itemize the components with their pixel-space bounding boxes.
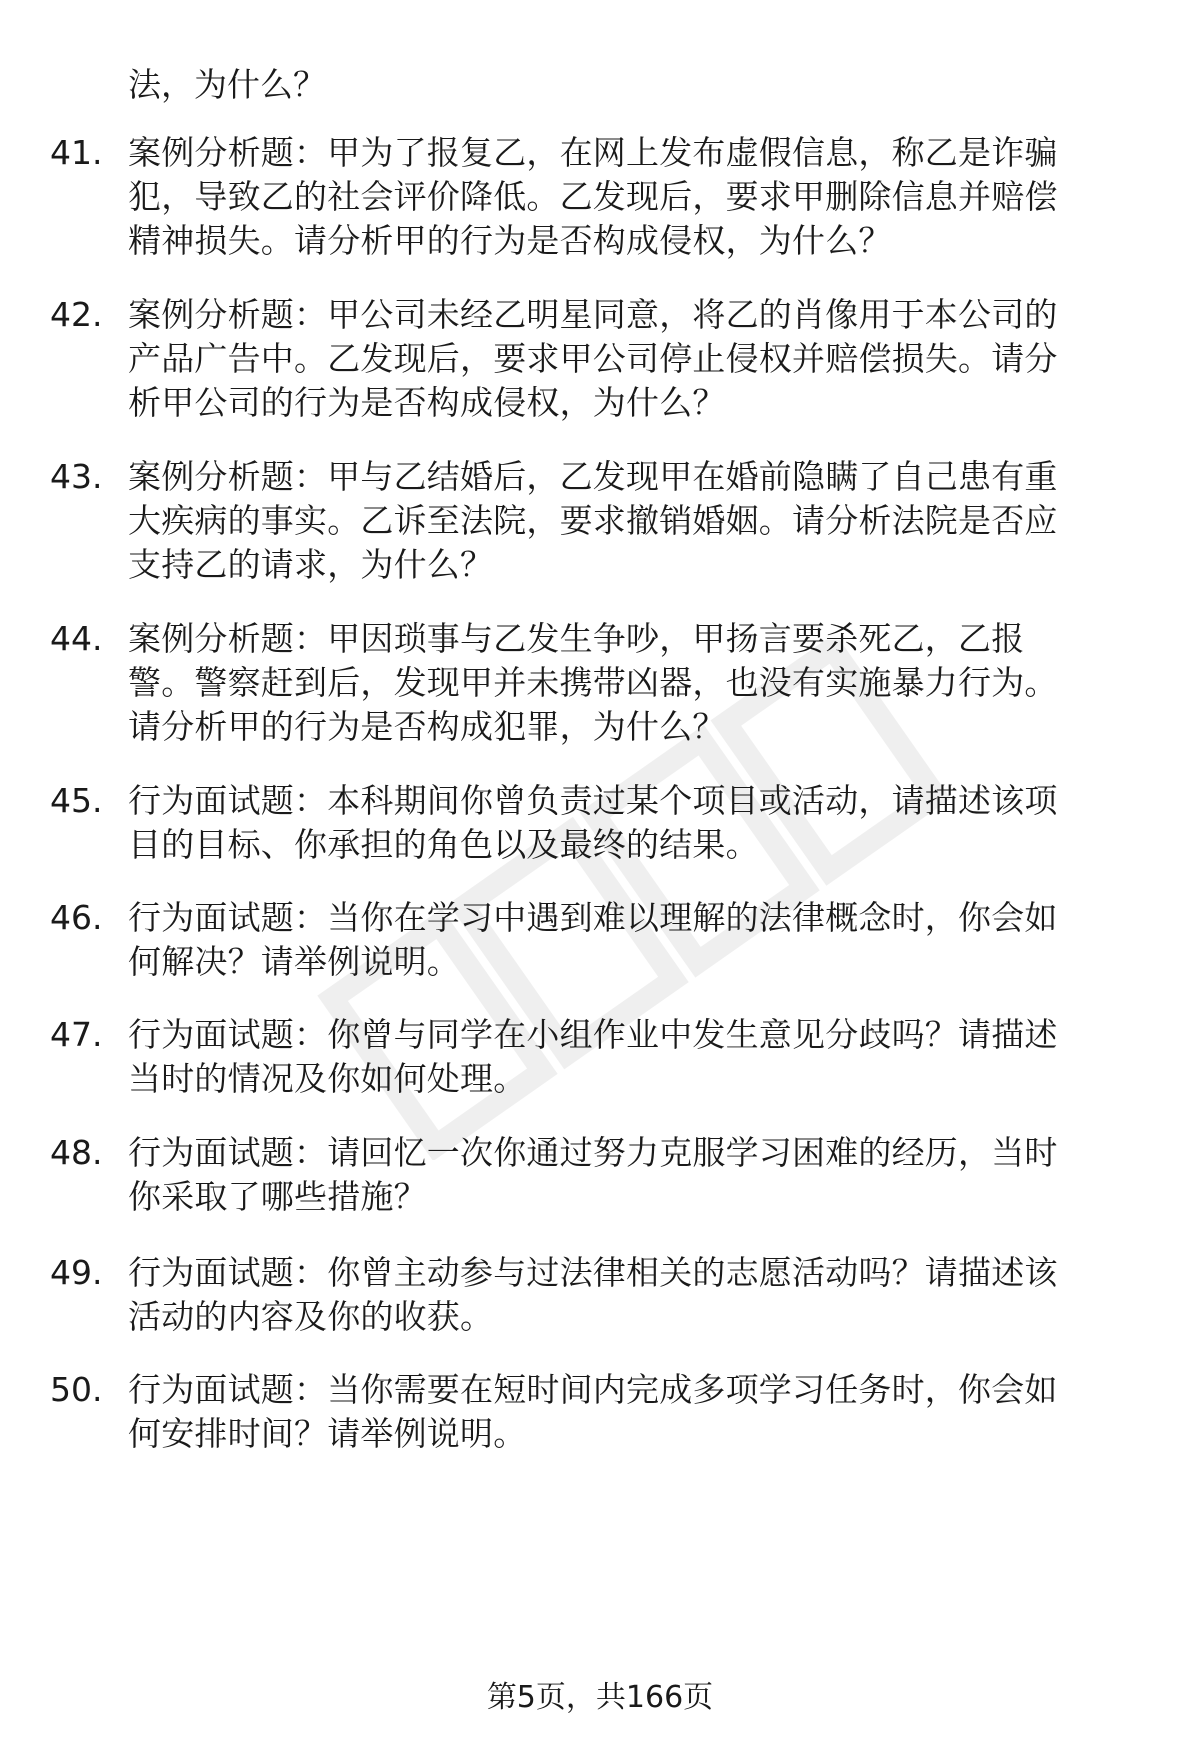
question-number: 42.	[50, 295, 103, 334]
question-number: 43.	[50, 457, 103, 496]
question-number: 44.	[50, 619, 103, 658]
question-line: 案例分析题：甲公司未经乙明星同意，将乙的肖像用于本公司的	[128, 295, 1058, 334]
question-line: 犯，导致乙的社会评价降低。乙发现后，要求甲删除信息并赔偿	[128, 177, 1058, 216]
question-number: 49.	[50, 1253, 103, 1292]
question-line: 行为面试题：你曾主动参与过法律相关的志愿活动吗？请描述该	[128, 1253, 1058, 1292]
question-line: 何安排时间？请举例说明。	[128, 1414, 527, 1453]
question-line: 请分析甲的行为是否构成犯罪，为什么？	[128, 707, 726, 746]
question-line: 案例分析题：甲与乙结婚后，乙发现甲在婚前隐瞒了自己患有重	[128, 457, 1058, 496]
question-line: 何解决？请举例说明。	[128, 942, 460, 981]
question-line: 产品广告中。乙发现后，要求甲公司停止侵权并赔偿损失。请分	[128, 339, 1058, 378]
question-line: 行为面试题：当你在学习中遇到难以理解的法律概念时，你会如	[128, 898, 1058, 937]
question-line: 当时的情况及你如何处理。	[128, 1059, 527, 1098]
continuation-text: 法，为什么？	[128, 65, 326, 104]
question-number: 41.	[50, 133, 103, 172]
question-line: 活动的内容及你的收获。	[128, 1297, 494, 1336]
question-number: 46.	[50, 898, 103, 937]
question-line: 析甲公司的行为是否构成侵权，为什么？	[128, 383, 726, 422]
question-number: 50.	[50, 1370, 103, 1409]
question-line: 你采取了哪些措施？	[128, 1177, 427, 1216]
question-line: 行为面试题：当你需要在短时间内完成多项学习任务时，你会如	[128, 1370, 1058, 1409]
question-number: 45.	[50, 781, 103, 820]
question-number: 47.	[50, 1015, 103, 1054]
question-line: 目的目标、你承担的角色以及最终的结果。	[128, 825, 759, 864]
question-line: 大疾病的事实。乙诉至法院，要求撤销婚姻。请分析法院是否应	[128, 501, 1058, 540]
question-line: 行为面试题：请回忆一次你通过努力克服学习困难的经历，当时	[128, 1133, 1058, 1172]
question-number: 48.	[50, 1133, 103, 1172]
question-line: 案例分析题：甲因琐事与乙发生争吵，甲扬言要杀死乙，乙报	[128, 619, 1025, 658]
question-line: 案例分析题：甲为了报复乙，在网上发布虚假信息，称乙是诈骗	[128, 133, 1058, 172]
page-footer: 第5页，共166页	[486, 1680, 714, 1715]
question-line: 警。警察赶到后，发现甲并未携带凶器，也没有实施暴力行为。	[128, 663, 1058, 702]
question-line: 行为面试题：本科期间你曾负责过某个项目或活动，请描述该项	[128, 781, 1058, 820]
question-line: 精神损失。请分析甲的行为是否构成侵权，为什么？	[128, 221, 892, 260]
question-line: 支持乙的请求，为什么？	[128, 545, 494, 584]
question-line: 行为面试题：你曾与同学在小组作业中发生意见分歧吗？请描述	[128, 1015, 1058, 1054]
